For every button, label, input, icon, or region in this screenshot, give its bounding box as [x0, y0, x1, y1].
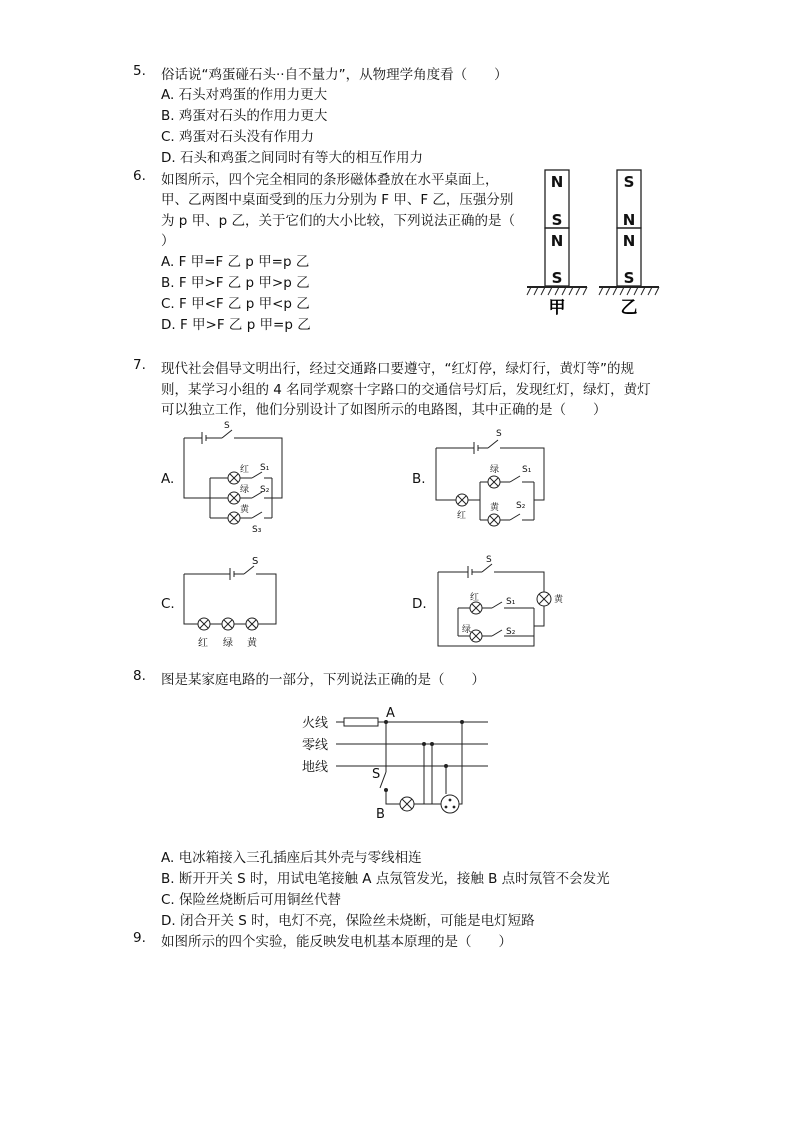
q6-option-a: A. F 甲=F 乙 p 甲=p 乙: [161, 254, 310, 270]
right-pole-1: S: [623, 173, 635, 191]
label-red: 红: [198, 638, 208, 649]
label-yellow: 黄: [240, 505, 250, 515]
label-s2: S₂: [506, 627, 516, 637]
q7-option-b-label: B.: [412, 471, 426, 487]
label-s: S: [496, 429, 502, 439]
label-ground-wire: 地线: [302, 760, 329, 775]
label-s1: S₁: [506, 597, 516, 607]
q5-stem: 俗话说“鸡蛋碰石头··自不量力”，从物理学角度看（ ）: [161, 67, 508, 83]
label-green: 绿: [223, 638, 233, 649]
q7-option-a-label: A.: [161, 471, 175, 487]
q6-stem-line-1: 如图所示，四个完全相同的条形磁体叠放在水平桌面上，: [161, 172, 499, 188]
label-red: 红: [470, 593, 480, 603]
label-s1: S₁: [260, 463, 270, 473]
q8-household-circuit: [300, 704, 500, 824]
label-red: 红: [240, 465, 250, 475]
label-green: 绿: [490, 465, 500, 475]
q7-option-d-label: D.: [412, 596, 427, 612]
q6-option-c: C. F 甲<F 乙 p 甲<p 乙: [161, 296, 310, 312]
q5-option-c: C. 鸡蛋对石头没有作用力: [161, 129, 315, 145]
fuse-icon: [344, 718, 378, 726]
q6-number: 6.: [133, 168, 146, 184]
q6-stem-line-4: ）: [161, 233, 175, 249]
q8-option-a: A. 电冰箱接入三孔插座后其外壳与零线相连: [161, 850, 422, 866]
lamp-icon: [400, 797, 414, 811]
q7-circuit-a: [180, 420, 290, 535]
right-pole-4: S: [623, 269, 635, 287]
q5-option-b: B. 鸡蛋对石头的作用力更大: [161, 108, 328, 124]
q6-option-d: D. F 甲>F 乙 p 甲=p 乙: [161, 317, 311, 333]
label-s: S: [224, 421, 230, 431]
label-switch-s: S: [372, 767, 381, 782]
q7-circuit-d: [430, 552, 570, 652]
q8-option-d: D. 闭合开关 S 时，电灯不亮，保险丝未烧断，可能是电灯短路: [161, 913, 535, 929]
socket-icon: [441, 795, 459, 813]
label-yi: 乙: [620, 298, 638, 318]
q8-option-c: C. 保险丝烧断后可用铜丝代替: [161, 892, 342, 908]
left-pole-3: N: [550, 232, 564, 250]
q8-option-b: B. 断开开关 S 时，用试电笔接触 A 点氖管发光，接触 B 点时氖管不会发光: [161, 871, 610, 887]
label-s: S: [486, 555, 492, 565]
left-pole-1: N: [550, 173, 564, 191]
label-jia: 甲: [548, 298, 566, 318]
q5-option-a: A. 石头对鸡蛋的作用力更大: [161, 87, 328, 103]
label-s2: S₂: [516, 501, 526, 511]
q6-option-b: B. F 甲>F 乙 p 甲>p 乙: [161, 275, 310, 291]
q7-circuit-c: [180, 552, 290, 652]
label-neutral-wire: 零线: [302, 738, 329, 753]
label-red: 红: [457, 511, 467, 521]
q6-magnet-figure: [525, 165, 665, 320]
label-green: 绿: [462, 625, 472, 635]
q5-option-d: D. 石头和鸡蛋之间同时有等大的相互作用力: [161, 150, 423, 166]
q9-stem: 如图所示的四个实验，能反映发电机基本原理的是（ ）: [161, 934, 512, 950]
right-pole-3: N: [622, 232, 636, 250]
label-live-wire: 火线: [302, 716, 329, 731]
q7-stem-line-1: 现代社会倡导文明出行，经过交通路口要遵守，“红灯停，绿灯行，黄灯等”的规: [161, 361, 634, 377]
label-yellow: 黄: [247, 638, 257, 649]
label-s1: S₁: [522, 465, 532, 475]
q9-number: 9.: [133, 930, 146, 946]
label-yellow: 黄: [490, 503, 500, 513]
q7-stem-line-3: 可以独立工作，他们分别设计了如图所示的电路图，其中正确的是（ ）: [161, 402, 607, 418]
label-point-a: A: [386, 706, 395, 721]
q6-stem-line-2: 甲、乙两图中桌面受到的压力分别为 F 甲、F 乙，压强分别: [161, 192, 514, 208]
q8-number: 8.: [133, 668, 146, 684]
q5-number: 5.: [133, 63, 146, 79]
label-point-b: B: [376, 807, 385, 822]
label-yellow: 黄: [554, 595, 564, 605]
q8-stem: 图是某家庭电路的一部分，下列说法正确的是（ ）: [161, 672, 485, 688]
left-pole-2: S: [551, 211, 563, 229]
q7-option-c-label: C.: [161, 596, 175, 612]
label-s: S: [252, 556, 259, 567]
right-pole-2: N: [622, 211, 636, 229]
q6-stem-line-3: 为 p 甲、p 乙，关于它们的大小比较，下列说法正确的是（: [161, 213, 516, 229]
q7-circuit-b: [430, 420, 550, 530]
label-s2: S₂: [260, 485, 270, 495]
q7-number: 7.: [133, 357, 146, 373]
label-green: 绿: [240, 485, 250, 495]
label-s3: S₃: [252, 525, 262, 535]
left-pole-4: S: [551, 269, 563, 287]
q7-stem-line-2: 则，某学习小组的 4 名同学观察十字路口的交通信号灯后，发现红灯，绿灯，黄灯: [161, 382, 651, 398]
